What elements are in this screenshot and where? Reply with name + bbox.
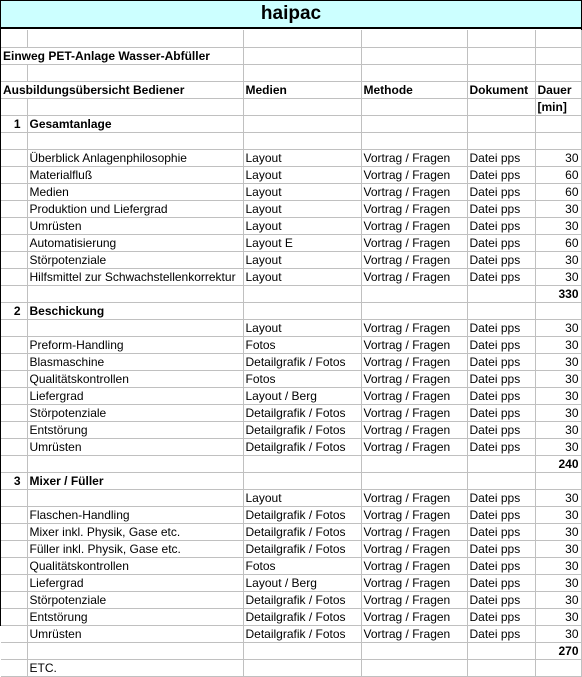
row-document[interactable]: Datei pps	[467, 251, 535, 268]
row-label[interactable]	[27, 319, 243, 336]
row-document[interactable]: Datei pps	[467, 591, 535, 608]
row-document[interactable]: Datei pps	[467, 421, 535, 438]
empty-cell[interactable]	[361, 30, 467, 47]
row-label[interactable]: Produktion und Liefergrad	[27, 200, 243, 217]
row-duration[interactable]: 30	[535, 574, 581, 591]
empty-cell[interactable]	[1, 200, 27, 217]
empty-cell[interactable]	[1, 183, 27, 200]
empty-cell[interactable]	[1, 268, 27, 285]
empty-cell[interactable]	[361, 455, 467, 472]
empty-cell[interactable]	[535, 64, 581, 81]
section-number[interactable]: 2	[1, 302, 27, 319]
row-media[interactable]: Layout	[243, 489, 361, 506]
empty-cell[interactable]	[361, 64, 467, 81]
row-document[interactable]: Datei pps	[467, 183, 535, 200]
row-document[interactable]: Datei pps	[467, 608, 535, 625]
row-document[interactable]: Datei pps	[467, 387, 535, 404]
empty-cell[interactable]	[1, 608, 27, 625]
table-row	[1, 489, 581, 506]
table-row	[1, 472, 581, 489]
row-method[interactable]: Vortrag / Fragen	[361, 268, 467, 285]
row-duration[interactable]: 30	[535, 268, 581, 285]
row-label[interactable]: Liefergrad	[27, 574, 243, 591]
table-row	[1, 217, 581, 234]
header-duration[interactable]: Dauer	[535, 81, 581, 98]
row-method[interactable]: Vortrag / Fragen	[361, 438, 467, 455]
row-media[interactable]: Detailgrafik / Fotos	[243, 608, 361, 625]
empty-cell[interactable]	[1, 642, 27, 659]
row-document[interactable]: Datei pps	[467, 523, 535, 540]
row-media[interactable]: Detailgrafik / Fotos	[243, 353, 361, 370]
row-media[interactable]: Detailgrafik / Fotos	[243, 523, 361, 540]
row-method[interactable]	[361, 132, 467, 149]
row-duration[interactable]: 30	[535, 387, 581, 404]
empty-cell[interactable]	[243, 98, 361, 115]
row-label[interactable]: Störpotenziale	[27, 404, 243, 421]
empty-cell[interactable]	[1, 540, 27, 557]
table-row	[1, 285, 581, 302]
table-row	[1, 353, 581, 370]
table-row	[1, 81, 581, 98]
row-label[interactable]: Preform-Handling	[27, 336, 243, 353]
row-method[interactable]: Vortrag / Fragen	[361, 506, 467, 523]
table-row	[1, 608, 581, 625]
empty-cell[interactable]	[243, 472, 361, 489]
table-row	[1, 438, 581, 455]
row-method[interactable]: Vortrag / Fragen	[361, 489, 467, 506]
empty-cell[interactable]	[1, 438, 27, 455]
row-method[interactable]: Vortrag / Fragen	[361, 404, 467, 421]
table-row	[1, 149, 581, 166]
section-title[interactable]: Mixer / Füller	[27, 472, 243, 489]
row-media[interactable]: Layout / Berg	[243, 387, 361, 404]
row-label[interactable]	[27, 489, 243, 506]
row-document[interactable]: Datei pps	[467, 540, 535, 557]
row-media[interactable]: Detailgrafik / Fotos	[243, 591, 361, 608]
row-duration[interactable]: 30	[535, 557, 581, 574]
empty-cell[interactable]	[27, 455, 243, 472]
empty-cell[interactable]	[1, 489, 27, 506]
empty-cell[interactable]	[1, 523, 27, 540]
row-method[interactable]: Vortrag / Fragen	[361, 149, 467, 166]
row-media[interactable]: Detailgrafik / Fotos	[243, 421, 361, 438]
empty-cell[interactable]	[27, 98, 243, 115]
row-media[interactable]: Layout	[243, 166, 361, 183]
row-label[interactable]: Liefergrad	[27, 387, 243, 404]
table-row	[1, 421, 581, 438]
row-document[interactable]: Datei pps	[467, 370, 535, 387]
table-row	[1, 591, 581, 608]
row-label[interactable]: Qualitätskontrollen	[27, 370, 243, 387]
row-label[interactable]: Hilfsmittel zur Schwachstellenkorrektur	[27, 268, 243, 285]
row-document[interactable]: Datei pps	[467, 217, 535, 234]
row-document[interactable]: Datei pps	[467, 404, 535, 421]
empty-cell[interactable]	[361, 659, 467, 676]
empty-cell[interactable]	[361, 285, 467, 302]
empty-cell[interactable]	[467, 642, 535, 659]
empty-cell[interactable]	[27, 64, 243, 81]
empty-cell[interactable]	[467, 472, 535, 489]
row-duration[interactable]: 30	[535, 319, 581, 336]
row-duration[interactable]	[535, 132, 581, 149]
row-method[interactable]: Vortrag / Fragen	[361, 217, 467, 234]
empty-cell[interactable]	[243, 302, 361, 319]
row-duration[interactable]: 60	[535, 166, 581, 183]
empty-cell[interactable]	[1, 353, 27, 370]
row-label[interactable]: Automatisierung	[27, 234, 243, 251]
row-media[interactable]: Detailgrafik / Fotos	[243, 404, 361, 421]
row-media[interactable]: Fotos	[243, 336, 361, 353]
empty-cell[interactable]	[361, 115, 467, 132]
row-duration[interactable]: 30	[535, 251, 581, 268]
empty-cell[interactable]	[1, 98, 27, 115]
row-method[interactable]: Vortrag / Fragen	[361, 523, 467, 540]
row-method[interactable]: Vortrag / Fragen	[361, 319, 467, 336]
header-document[interactable]: Dokument	[467, 81, 535, 98]
empty-cell[interactable]	[1, 132, 27, 149]
table-row	[1, 455, 581, 472]
section-title[interactable]: Gesamtanlage	[27, 115, 243, 132]
row-method[interactable]: Vortrag / Fragen	[361, 183, 467, 200]
row-label[interactable]: Entstörung	[27, 421, 243, 438]
row-label[interactable]: Füller inkl. Physik, Gase etc.	[27, 540, 243, 557]
table-row	[1, 64, 581, 81]
empty-cell[interactable]	[361, 302, 467, 319]
row-method[interactable]: Vortrag / Fragen	[361, 336, 467, 353]
row-document[interactable]: Datei pps	[467, 438, 535, 455]
row-media[interactable]	[243, 132, 361, 149]
row-document[interactable]: Datei pps	[467, 319, 535, 336]
empty-cell[interactable]	[467, 30, 535, 47]
empty-cell[interactable]	[1, 319, 27, 336]
empty-cell[interactable]	[467, 659, 535, 676]
row-duration[interactable]: 30	[535, 370, 581, 387]
empty-cell[interactable]	[467, 285, 535, 302]
row-media[interactable]: Layout	[243, 217, 361, 234]
empty-cell[interactable]	[1, 217, 27, 234]
table-row	[1, 234, 581, 251]
row-method[interactable]: Vortrag / Fragen	[361, 200, 467, 217]
row-document[interactable]: Datei pps	[467, 268, 535, 285]
row-label[interactable]: Mixer inkl. Physik, Gase etc.	[27, 523, 243, 540]
empty-cell[interactable]	[243, 115, 361, 132]
row-document[interactable]: Datei pps	[467, 625, 535, 642]
row-method[interactable]: Vortrag / Fragen	[361, 540, 467, 557]
empty-cell[interactable]	[243, 285, 361, 302]
empty-cell[interactable]	[1, 149, 27, 166]
table-row	[1, 319, 581, 336]
empty-cell[interactable]	[467, 455, 535, 472]
row-media[interactable]: Layout	[243, 200, 361, 217]
row-method[interactable]: Vortrag / Fragen	[361, 251, 467, 268]
table-row	[1, 132, 581, 149]
empty-cell[interactable]	[467, 98, 535, 115]
table-row	[1, 574, 581, 591]
empty-cell[interactable]	[1, 421, 27, 438]
row-document[interactable]: Datei pps	[467, 336, 535, 353]
table-row	[1, 404, 581, 421]
row-duration[interactable]: 30	[535, 489, 581, 506]
row-document[interactable]: Datei pps	[467, 166, 535, 183]
section-title[interactable]: Beschickung	[27, 302, 243, 319]
empty-cell[interactable]	[1, 625, 27, 642]
row-duration[interactable]: 60	[535, 183, 581, 200]
row-document[interactable]: Datei pps	[467, 149, 535, 166]
table-row	[1, 506, 581, 523]
row-media[interactable]: Layout E	[243, 234, 361, 251]
empty-cell[interactable]	[27, 642, 243, 659]
empty-cell[interactable]	[535, 30, 581, 47]
section-number[interactable]: 1	[1, 115, 27, 132]
row-media[interactable]: Layout	[243, 183, 361, 200]
row-duration[interactable]: 30	[535, 608, 581, 625]
row-media[interactable]: Layout	[243, 319, 361, 336]
empty-cell[interactable]	[27, 30, 243, 47]
row-duration[interactable]: 30	[535, 353, 581, 370]
empty-cell[interactable]	[1, 251, 27, 268]
empty-cell[interactable]	[1, 370, 27, 387]
sheet-subtitle[interactable]: Einweg PET-Anlage Wasser-Abfüller	[1, 47, 243, 64]
row-label[interactable]: Medien	[27, 183, 243, 200]
empty-cell[interactable]	[467, 64, 535, 81]
row-label[interactable]: Umrüsten	[27, 438, 243, 455]
empty-cell[interactable]	[535, 472, 581, 489]
row-media[interactable]: Layout	[243, 149, 361, 166]
row-duration[interactable]: 30	[535, 149, 581, 166]
row-label[interactable]: Störpotenziale	[27, 591, 243, 608]
row-duration[interactable]: 30	[535, 438, 581, 455]
row-duration[interactable]: 30	[535, 625, 581, 642]
section-number[interactable]: 3	[1, 472, 27, 489]
empty-cell[interactable]	[1, 455, 27, 472]
row-duration[interactable]: 30	[535, 200, 581, 217]
empty-cell[interactable]	[1, 557, 27, 574]
row-label[interactable]: Entstörung	[27, 608, 243, 625]
empty-cell[interactable]	[1, 336, 27, 353]
row-document[interactable]: Datei pps	[467, 574, 535, 591]
table-row	[1, 47, 581, 64]
row-duration[interactable]: 30	[535, 540, 581, 557]
row-label[interactable]: Umrüsten	[27, 217, 243, 234]
empty-cell[interactable]	[467, 47, 535, 64]
empty-cell[interactable]	[243, 47, 361, 64]
empty-cell[interactable]	[361, 47, 467, 64]
training-table	[1, 30, 582, 677]
empty-cell[interactable]	[535, 115, 581, 132]
row-media[interactable]: Detailgrafik / Fotos	[243, 506, 361, 523]
table-row	[1, 523, 581, 540]
empty-cell[interactable]	[1, 574, 27, 591]
row-label[interactable]: Blasmaschine	[27, 353, 243, 370]
row-document[interactable]: Datei pps	[467, 506, 535, 523]
section-total[interactable]: 240	[535, 455, 581, 472]
row-method[interactable]: Vortrag / Fragen	[361, 353, 467, 370]
row-media[interactable]: Fotos	[243, 557, 361, 574]
row-method[interactable]: Vortrag / Fragen	[361, 574, 467, 591]
table-row	[1, 30, 581, 47]
empty-cell[interactable]	[243, 659, 361, 676]
row-method[interactable]: Vortrag / Fragen	[361, 608, 467, 625]
row-duration[interactable]: 60	[535, 234, 581, 251]
empty-cell[interactable]	[1, 166, 27, 183]
row-media[interactable]: Layout	[243, 268, 361, 285]
section-total[interactable]: 270	[535, 642, 581, 659]
row-method[interactable]: Vortrag / Fragen	[361, 421, 467, 438]
row-duration[interactable]: 30	[535, 506, 581, 523]
row-label[interactable]	[27, 132, 243, 149]
empty-cell[interactable]	[1, 659, 27, 676]
empty-cell[interactable]	[243, 455, 361, 472]
row-method[interactable]: Vortrag / Fragen	[361, 370, 467, 387]
row-document[interactable]: Datei pps	[467, 234, 535, 251]
row-document[interactable]: Datei pps	[467, 489, 535, 506]
empty-cell[interactable]	[1, 387, 27, 404]
empty-cell[interactable]	[1, 285, 27, 302]
table-row	[1, 642, 581, 659]
row-method[interactable]: Vortrag / Fragen	[361, 625, 467, 642]
sheet-title[interactable]: haipac	[1, 1, 581, 29]
row-media[interactable]: Detailgrafik / Fotos	[243, 540, 361, 557]
table-row	[1, 625, 581, 642]
table-row	[1, 540, 581, 557]
row-duration[interactable]: 30	[535, 421, 581, 438]
row-method[interactable]: Vortrag / Fragen	[361, 166, 467, 183]
row-media[interactable]: Detailgrafik / Fotos	[243, 438, 361, 455]
header-course[interactable]: Ausbildungsübersicht Bediener	[1, 81, 243, 98]
empty-cell[interactable]	[27, 285, 243, 302]
header-duration-unit[interactable]: [min]	[535, 98, 581, 115]
row-label[interactable]: Störpotenziale	[27, 251, 243, 268]
empty-cell[interactable]	[243, 642, 361, 659]
table-row	[1, 251, 581, 268]
row-method[interactable]: Vortrag / Fragen	[361, 557, 467, 574]
row-method[interactable]: Vortrag / Fragen	[361, 234, 467, 251]
empty-cell[interactable]	[535, 47, 581, 64]
header-media[interactable]: Medien	[243, 81, 361, 98]
row-label[interactable]: Flaschen-Handling	[27, 506, 243, 523]
table-row	[1, 98, 581, 115]
table-row	[1, 557, 581, 574]
row-method[interactable]: Vortrag / Fragen	[361, 591, 467, 608]
table-row	[1, 183, 581, 200]
row-label[interactable]: Materialfluß	[27, 166, 243, 183]
row-duration[interactable]: 30	[535, 336, 581, 353]
empty-cell[interactable]	[1, 591, 27, 608]
empty-cell[interactable]	[535, 659, 581, 676]
row-label[interactable]: Qualitätskontrollen	[27, 557, 243, 574]
empty-cell[interactable]	[243, 64, 361, 81]
row-document[interactable]: Datei pps	[467, 353, 535, 370]
empty-cell[interactable]	[361, 472, 467, 489]
row-label[interactable]: Überblick Anlagenphilosophie	[27, 149, 243, 166]
table-row	[1, 166, 581, 183]
row-duration[interactable]: 30	[535, 591, 581, 608]
row-document[interactable]: Datei pps	[467, 200, 535, 217]
row-label[interactable]: Umrüsten	[27, 625, 243, 642]
row-document[interactable]: Datei pps	[467, 557, 535, 574]
row-media[interactable]: Detailgrafik / Fotos	[243, 625, 361, 642]
row-duration[interactable]: 30	[535, 523, 581, 540]
empty-cell[interactable]	[243, 30, 361, 47]
row-duration[interactable]: 30	[535, 217, 581, 234]
table-row	[1, 115, 581, 132]
table-row	[1, 200, 581, 217]
section-total[interactable]: 330	[535, 285, 581, 302]
empty-cell[interactable]	[361, 642, 467, 659]
empty-cell[interactable]	[1, 64, 27, 81]
empty-cell[interactable]	[467, 115, 535, 132]
empty-cell[interactable]	[535, 302, 581, 319]
empty-cell[interactable]	[361, 98, 467, 115]
table-row	[1, 268, 581, 285]
empty-cell[interactable]	[467, 302, 535, 319]
footer-etc[interactable]: ETC.	[27, 659, 243, 676]
row-duration[interactable]: 30	[535, 404, 581, 421]
row-media[interactable]: Layout	[243, 251, 361, 268]
empty-cell[interactable]	[1, 30, 27, 47]
table-row	[1, 659, 581, 676]
table-row	[1, 302, 581, 319]
header-method[interactable]: Methode	[361, 81, 467, 98]
empty-cell[interactable]	[1, 234, 27, 251]
row-document[interactable]	[467, 132, 535, 149]
table-row	[1, 336, 581, 353]
table-row	[1, 370, 581, 387]
row-method[interactable]: Vortrag / Fragen	[361, 387, 467, 404]
row-media[interactable]: Fotos	[243, 370, 361, 387]
row-media[interactable]: Layout / Berg	[243, 574, 361, 591]
table-row	[1, 387, 581, 404]
empty-cell[interactable]	[1, 506, 27, 523]
empty-cell[interactable]	[1, 404, 27, 421]
